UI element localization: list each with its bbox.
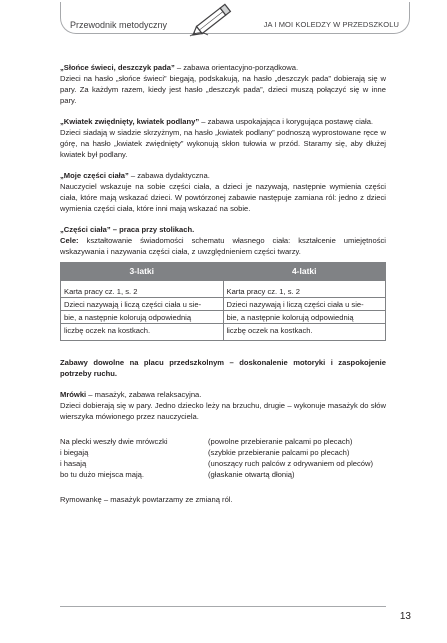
section-subtitle: – zabawa dydaktyczna. [128,171,210,180]
section-title: „Kwiatek zwiędnięty, kwiatek podlany” [60,117,200,126]
section-body: Dzieci dobierają się w pary. Jedno dziecko leży na brzuchu, drugie – wykonuje masażyk do słów wierszyka mówionego przez nauczyciela. [60,401,386,421]
rhyme-block [60,436,386,480]
worksheet-line: Dzieci nazywają i liczą części ciała u sie- [224,297,386,310]
worksheet-title: Karta pracy cz. 1, s. 2 [226,287,300,296]
rhyme-instruction: (unoszący ruch palców z odrywaniem od pleców) [208,459,374,468]
section-subtitle: – masażyk, zabawa relaksacyjna. [86,390,202,399]
closing-note: Rymowankę – masażyk powtarzamy ze zmianą ról. [60,495,233,504]
section-subtitle: – zabawa uspokajająca i korygująca postawę ciała. [199,117,374,126]
section-subtitle: – zabawa orientacyjno-porządkowa. [174,63,299,72]
header-left-title: Przewodnik metodyczny [70,20,168,30]
goals-label: Cele: [60,236,79,245]
section-body: Dzieci siadają w siadzie skrzyżnym, na hasło „kwiatek podlany” podnoszą wyprostowane ręce w górę, na hasło „kwiatek zwiędnięty” wykonują skłon tułowia w przód. Staramy się, aby dłużej kwiatek był podlany. [60,128,386,159]
footer-divider [60,606,386,607]
section-ants-massage [60,389,386,400]
rhyme-instruction: (szybkie przebieranie palcami po plecach) [208,448,350,457]
rhyme-line [60,447,386,458]
rhyme-text: Na plecki weszły dwie mrówczki [60,437,168,446]
rhyme-line [60,469,386,480]
section-table-work [60,224,386,235]
section-title: Zabawy dowolne na placu przedszkolnym – doskonalenie motoryki i zaspokojenie potrzeby ruchu. [60,358,386,378]
main-content [60,62,386,505]
section-title: Mrówki [60,390,87,399]
pencil-icon [188,0,238,40]
table-header-4-latki: 4-latki [223,263,386,281]
section-title: „Części ciała” – praca przy stolikach. [60,225,195,234]
section-title: „Moje części ciała” [60,171,129,180]
table-cell-3-latki [61,281,224,341]
goals-text: kształtowanie świadomości schematu własnego ciała: kształcenie umiejętności wskazywania i nazywania części ciała, z uwzględnieniem części twarzy. [60,236,386,256]
worksheet-line: liczbę oczek na kostkach. [224,323,386,336]
section-body-parts-game [60,170,386,181]
header-right-title: JA I MOI KOLEDZY W PRZEDSZKOLU [263,20,399,29]
worksheet-line: liczbę oczek na kostkach. [61,323,223,336]
page-number: 13 [399,611,411,622]
age-groups-table [60,262,386,341]
section-title: „Słońce świeci, deszczyk pada” [60,63,175,72]
section-body: Dzieci na hasło „słońce świeci” biegają, podskakują, na hasło „deszczyk pada” dobierają się w pary. Za każdym razem, kiedy jest hasło „deszczyk pada”, dzieci muszą połączyć się w inne pary. [60,74,386,105]
table-cell-4-latki [223,281,386,341]
rhyme-text: bo tu dużo miejsca mają. [60,470,144,479]
section-goals [60,235,386,257]
rhyme-line [60,458,386,469]
rhyme-instruction: (głaskanie otwartą dłonią) [208,470,295,479]
section-outdoor-play [60,357,386,379]
rhyme-text: i hasają [60,459,87,468]
section-orientation-game [60,62,386,73]
rhyme-text: i biegają [60,448,89,457]
worksheet-line: Dzieci nazywają i liczą części ciała u sie- [61,297,223,310]
worksheet-line: bie, a następnie kolorują odpowiednią [224,310,386,323]
section-body: Nauczyciel wskazuje na sobie części ciała, a dzieci je nazywają, następnie wymienia części ciała, które mają wskazać dzieci. W powtórzonej zabawie następuje zamiana ról: jedno z dzieci wymienia części ciała, które inni mają wskazać na sobie. [60,182,386,213]
section-posture-game [60,116,386,127]
rhyme-line [60,436,386,447]
table-header-3-latki: 3-latki [61,263,224,281]
rhyme-instruction: (powolne przebieranie palcami po plecach) [208,437,353,446]
worksheet-line: bie, a następnie kolorują odpowiednią [61,310,223,323]
worksheet-title: Karta pracy cz. 1, s. 2 [64,287,138,296]
